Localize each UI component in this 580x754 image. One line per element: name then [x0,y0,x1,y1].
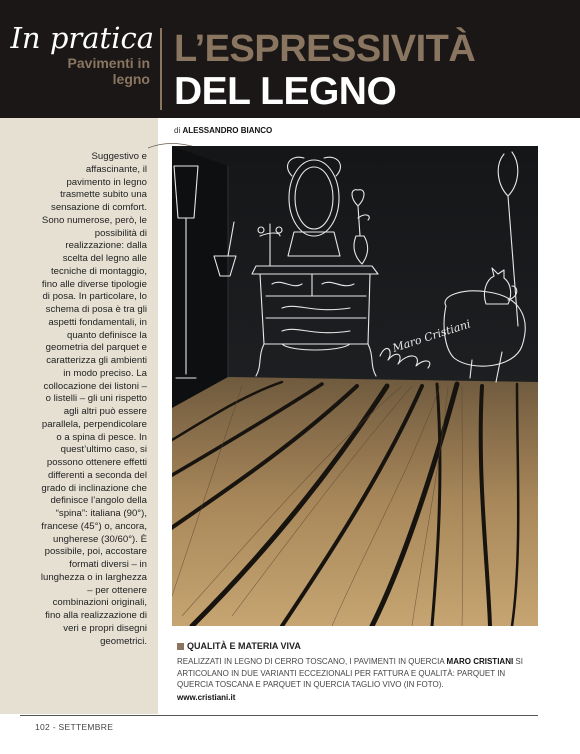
caption-link[interactable]: www.cristiani.it [177,693,236,702]
caption-text-1: REALIZZATI IN LEGNO DI CERRO TOSCANO, I PAVIMENTI IN QUERCIA [177,657,447,666]
page-folio: 102 - SETTEMBRE [35,722,114,732]
caption-title: QUALITÀ E MATERIA VIVA [187,641,301,651]
headline-line-2: DEL LEGNO [174,70,397,113]
byline-prefix: di [174,126,181,135]
caption-body [177,656,535,691]
caption-text-2: SI ARTICOLANO IN DUE VARIANTI ECCEZIONALI PER FATTURA E QUALITÀ: PARQUET IN QUERCIA TOSCANA E PARQUET IN QUERCIA TAGLIO VIVO (IN FOTO). [177,657,523,689]
article-photo [172,146,538,626]
section-title: In pratica [10,21,154,55]
section-subtitle-line-1: Pavimenti in [67,55,150,71]
article-body: Suggestivo e affascinante, il pavimento in legno trasmette subito una sensazione di comfort. Sono numerose, però, le possibilità di realizzazione: dalla scelta del legno alle tecniche di montaggio, fino alle diverse tipologie di posa. In particolare, lo schema di posa è tra gli aspetti fondamentali, in quanto definisce la geometria del parquet e caratterizza gli ambienti in modo preciso. La collocazione dei listoni – o listelli – gli uni rispetto agli altri può essere parallela, perpendicolare o a spina di pesce. In quest’ultimo caso, si possono ottenere effetti differenti a seconda del grado di inclinazione che definisce l’angolo della “spina”: italiana (90°), francese (45°) o, ancora, ungherese (30/60°). È possibile, poi, accostare formati diversi – in lunghezza o in larghezza – per ottenere combinazioni originali, fino alla realizzazione di veri e propri disegni geometrici. [40,151,147,647]
byline-author: ALESSANDRO BIANCO [182,126,273,135]
section-subtitle-line-2: legno [112,71,150,87]
caption-brand: MARO CRISTIANI [446,657,514,666]
footer-rule [20,715,538,716]
caption-marker [177,643,184,650]
photo-signature: Maro Cristiani [390,317,473,355]
headline-line-1: L’ESPRESSIVITÀ [174,28,476,70]
